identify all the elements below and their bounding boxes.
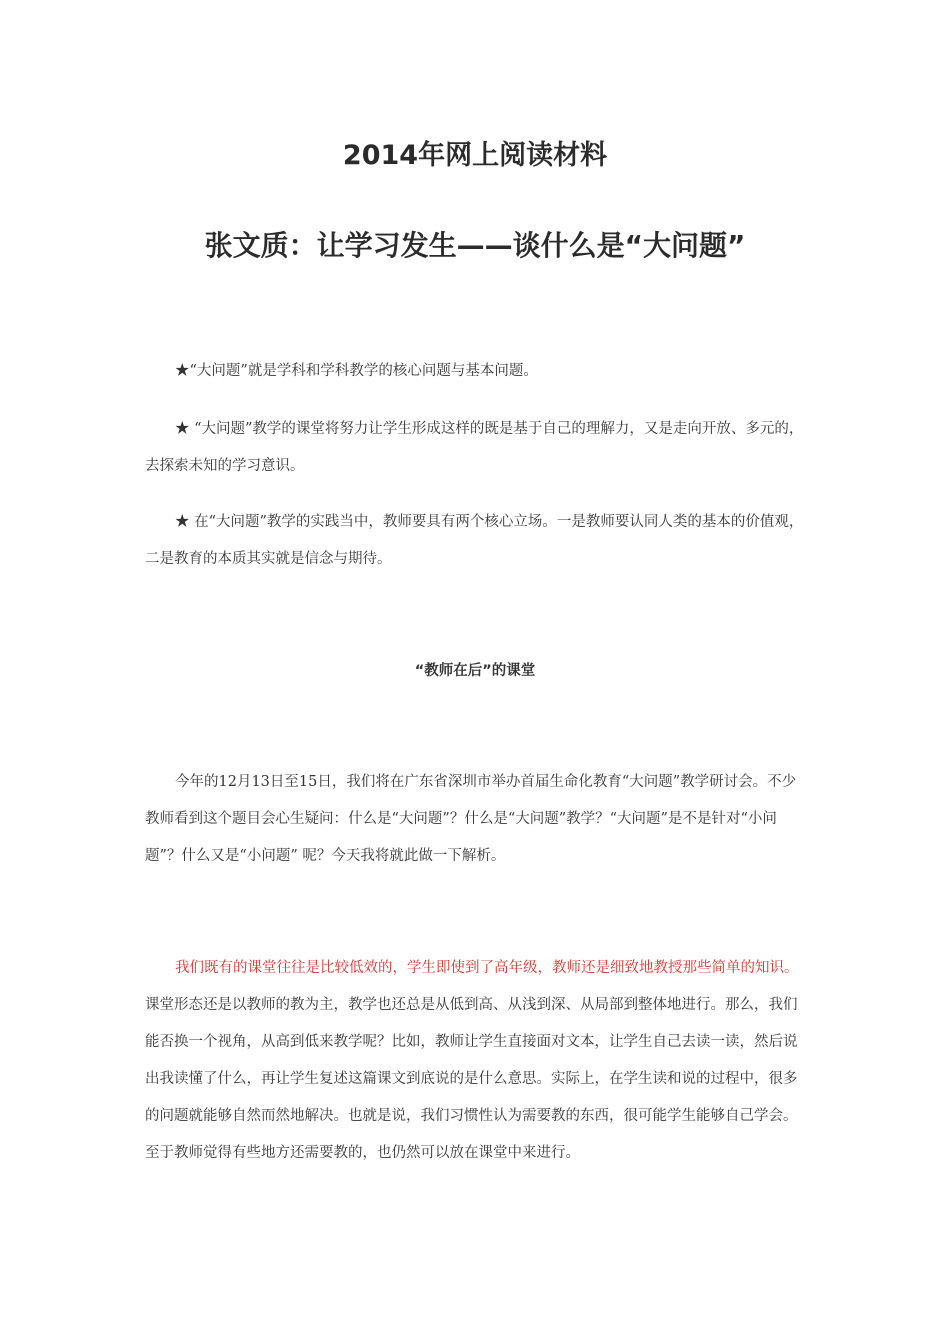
body-paragraph-2	[145, 950, 810, 1172]
bullet-point-3: ★ 在“大问题”教学的实践当中，教师要具有两个核心立场。一是教师要认同人类的基本的价值观，二是教育的本质其实就是信念与期待。	[145, 514, 804, 567]
bullet-point-1: ★“大问题”就是学科和学科教学的核心问题与基本问题。	[175, 363, 538, 379]
document-title: 2014年网上阅读材料	[342, 140, 608, 171]
paragraph-2-text: 课堂形态还是以教师的教为主，教学也还总是从低到高、从浅到深、从局部到整体地进行。那么，我们能否换一个视角，从高到低来教学呢？比如，教师让学生直接面对文本，让学生自己去读一读，然后说出我读懂了什么，再让学生复述这篇课文到底说的是什么意思。实际上，在学生读和说的过程中，很多的问题就能够自然而然地解决。也就是说，我们习惯性认为需要教的东西，很可能学生能够自己学会。至于教师觉得有些地方还需要教的，也仍然可以放在课堂中来进行。	[145, 997, 798, 1161]
body-paragraph-1: 今年的12月13日至15日，我们将在广东省深圳市举办首届生命化教育“大问题”教学研讨会。不少教师看到这个题目会心生疑问：什么是“大问题”？什么是“大问题”教学？“大问题”是不是针对“小问题”？什么又是“小问题” 呢？今天我将就此做一下解析。	[145, 774, 797, 864]
bullet-point-2: ★ “大问题”教学的课堂将努力让学生形成这样的既是基于自己的理解力，又是走向开放、多元的，去探索未知的学习意识。	[145, 421, 804, 474]
article-title: 张文质：让学习发生——谈什么是“大问题”	[204, 229, 746, 262]
highlighted-sentence: 我们既有的课堂往往是比较低效的，学生即使到了高年级，教师还是细致地教授那些简单的知识。	[175, 960, 799, 976]
section-heading: “教师在后”的课堂	[414, 663, 536, 679]
